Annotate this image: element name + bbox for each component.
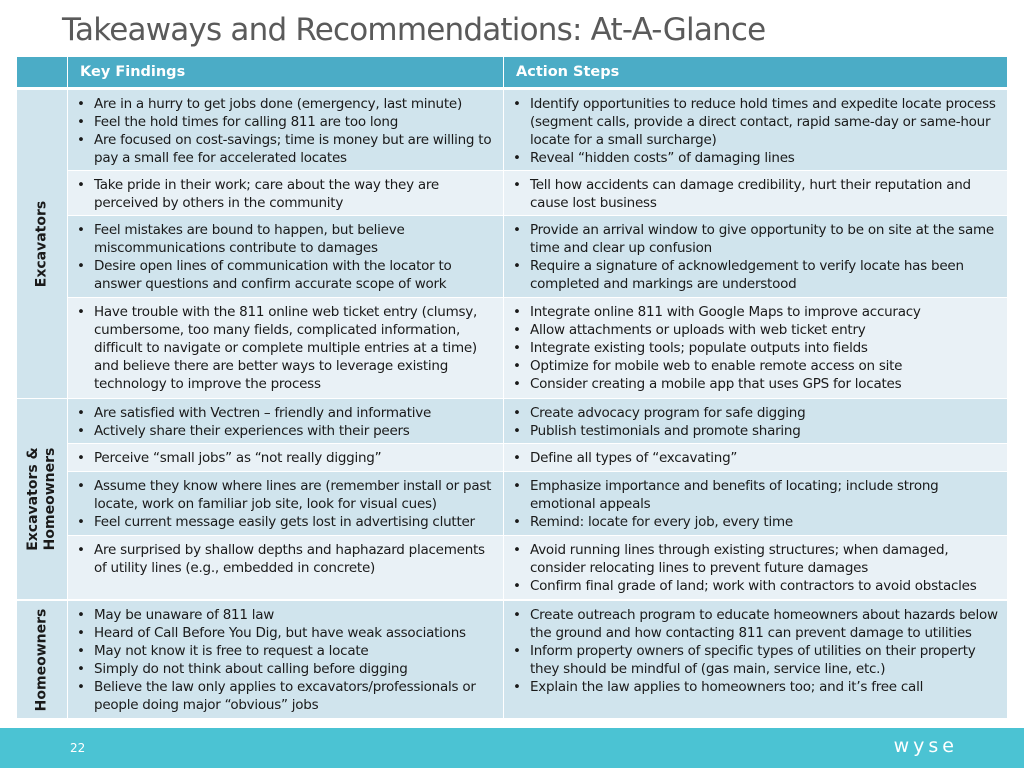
- table-row: [17, 601, 1007, 718]
- table-row: [17, 90, 1007, 170]
- bullet-item: • Allow attachments or uploads with web ticket entry: [530, 321, 1003, 339]
- bullet-item: • Are satisfied with Vectren – friendly and informative: [94, 404, 499, 422]
- bullet-item: • Provide an arrival window to give opportunity to be on site at the same time and clear up confusion: [530, 221, 1003, 257]
- bullet-list: [504, 444, 1007, 467]
- table-row: [17, 472, 1007, 535]
- bullet-list: [68, 298, 503, 393]
- bullet-item: • Publish testimonials and promote sharing: [530, 422, 1003, 440]
- actions-cell: [504, 399, 1007, 443]
- bullet-list: [68, 472, 503, 531]
- bullet-item: • Optimize for mobile web to enable remote access on site: [530, 357, 1003, 375]
- header-key-findings: Key Findings: [68, 57, 503, 87]
- findings-cell: [68, 444, 503, 471]
- bullet-item: • Consider creating a mobile app that uses GPS for locates: [530, 375, 1003, 393]
- bullet-item: • Feel current message easily gets lost in advertising clutter: [94, 513, 499, 531]
- bullet-list: [504, 399, 1007, 440]
- findings-cell: [68, 472, 503, 535]
- actions-cell: [504, 444, 1007, 471]
- bullet-item: • Assume they know where lines are (remember install or past locate, work on familiar job site, look for visual cues): [94, 477, 499, 513]
- bullet-item: • May not know it is free to request a locate: [94, 642, 499, 660]
- bullet-list: [68, 601, 503, 714]
- bullet-list: [504, 536, 1007, 595]
- table-row: [17, 171, 1007, 215]
- bullet-item: • Feel mistakes are bound to happen, but believe miscommunications contribute to damages: [94, 221, 499, 257]
- footer-bar: [0, 728, 1024, 768]
- bullet-item: • Actively share their experiences with their peers: [94, 422, 499, 440]
- actions-cell: [504, 472, 1007, 535]
- bullet-list: [504, 601, 1007, 696]
- bullet-item: • Have trouble with the 811 online web ticket entry (clumsy, cumbersome, too many fields, complicated information, difficult to navigate or complete multiple entries at a time) and believe there are better ways to leverage existing technology to improve the process: [94, 303, 499, 393]
- actions-cell: [504, 536, 1007, 599]
- bullet-item: • Avoid running lines through existing structures; when damaged, consider relocating lines to prevent future damages: [530, 541, 1003, 577]
- bullet-item: • Take pride in their work; care about the way they are perceived by others in the community: [94, 176, 499, 212]
- findings-cell: [68, 601, 503, 718]
- bullet-list: [504, 472, 1007, 531]
- bullet-item: • Tell how accidents can damage credibility, hurt their reputation and cause lost business: [530, 176, 1003, 212]
- actions-cell: [504, 171, 1007, 215]
- table-row: [17, 298, 1007, 398]
- group-label: Homeowners: [33, 608, 50, 711]
- bullet-item: • Feel the hold times for calling 811 are too long: [94, 113, 499, 131]
- bullet-item: • Integrate existing tools; populate outputs into fields: [530, 339, 1003, 357]
- bullet-list: [504, 216, 1007, 293]
- table-row: [17, 444, 1007, 471]
- bullet-item: • Explain the law applies to homeowners too; and it’s free call: [530, 678, 1003, 696]
- wyse-logo: wyse: [893, 735, 958, 757]
- bullet-item: • Require a signature of acknowledgement to verify locate has been completed and markings are understood: [530, 257, 1003, 293]
- bullet-item: • Create outreach program to educate homeowners about hazards below the ground and how contacting 811 can prevent damage to utilities: [530, 606, 1003, 642]
- bullet-item: • Create advocacy program for safe digging: [530, 404, 1003, 422]
- findings-cell: [68, 399, 503, 443]
- bullet-item: • Perceive “small jobs” as “not really digging”: [94, 449, 499, 467]
- table-row: [17, 216, 1007, 297]
- table-header: [17, 57, 1007, 87]
- findings-cell: [68, 171, 503, 215]
- findings-cell: [68, 216, 503, 297]
- page-title: Takeaways and Recommendations: At-A-Glance: [62, 12, 766, 48]
- bullet-list: [68, 444, 503, 467]
- bullet-list: [68, 171, 503, 212]
- bullet-item: • Reveal “hidden costs” of damaging lines: [530, 149, 1003, 167]
- header-action-steps: Action Steps: [504, 57, 1007, 87]
- bullet-item: • Integrate online 811 with Google Maps to improve accuracy: [530, 303, 1003, 321]
- bullet-item: • May be unaware of 811 law: [94, 606, 499, 624]
- actions-cell: [504, 298, 1007, 398]
- bullet-item: • Remind: locate for every job, every time: [530, 513, 1003, 531]
- bullet-list: [68, 536, 503, 577]
- bullet-list: [68, 90, 503, 167]
- group-label: Excavators & Homeowners: [25, 447, 58, 551]
- header-blank-cell: [17, 57, 67, 87]
- bullet-item: • Simply do not think about calling before digging: [94, 660, 499, 678]
- actions-cell: [504, 90, 1007, 170]
- bullet-list: [68, 216, 503, 293]
- bullet-item: • Are in a hurry to get jobs done (emergency, last minute): [94, 95, 499, 113]
- table-row: [17, 399, 1007, 443]
- bullet-item: • Are focused on cost-savings; time is money but are willing to pay a small fee for accelerated locates: [94, 131, 499, 167]
- bullet-list: [504, 298, 1007, 393]
- bullet-item: • Heard of Call Before You Dig, but have weak associations: [94, 624, 499, 642]
- bullet-list: [504, 90, 1007, 167]
- table-row: [17, 536, 1007, 599]
- bullet-list: [504, 171, 1007, 212]
- findings-cell: [68, 298, 503, 398]
- actions-cell: [504, 601, 1007, 718]
- bullet-item: • Define all types of “excavating”: [530, 449, 1003, 467]
- bullet-list: [68, 399, 503, 440]
- bullet-item: • Confirm final grade of land; work with contractors to avoid obstacles: [530, 577, 1003, 595]
- bullet-item: • Identify opportunities to reduce hold times and expedite locate process (segment calls, provide a direct contact, rapid same-day or same-hour locate for a small surcharge): [530, 95, 1003, 149]
- group-label: Excavators: [33, 200, 50, 288]
- findings-cell: [68, 90, 503, 170]
- bullet-item: • Believe the law only applies to excavators/professionals or people doing major “obvious” jobs: [94, 678, 499, 714]
- page-number: 22: [70, 741, 86, 755]
- actions-cell: [504, 216, 1007, 297]
- bullet-item: • Are surprised by shallow depths and haphazard placements of utility lines (e.g., embedded in concrete): [94, 541, 499, 577]
- bullet-item: • Inform property owners of specific types of utilities on their property they should be mindful of (gas main, service line, etc.): [530, 642, 1003, 678]
- bullet-item: • Emphasize importance and benefits of locating; include strong emotional appeals: [530, 477, 1003, 513]
- bullet-item: • Desire open lines of communication with the locator to answer questions and confirm accurate scope of work: [94, 257, 499, 293]
- findings-cell: [68, 536, 503, 599]
